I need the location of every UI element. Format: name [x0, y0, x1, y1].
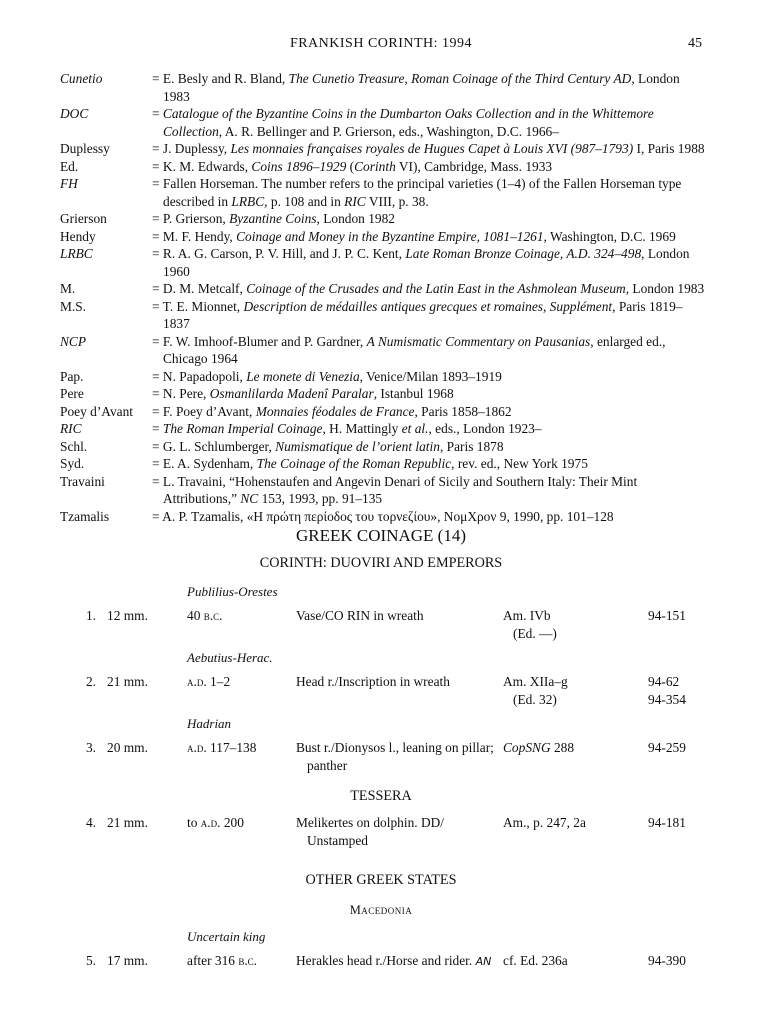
abbreviation-definition: = N. Papadopoli, Le monete di Venezia, Venice/Milan 1893–1919 [152, 368, 502, 384]
abbreviation-row [60, 210, 706, 228]
catalogue-entry [0, 583, 762, 653]
entry-reference: cf. Ed. 236a [503, 953, 568, 968]
entry-date: a.d. 1–2 [187, 674, 231, 689]
abbreviation-definition: = E. Besly and R. Bland, The Cunetio Treasure, Roman Coinage of the Third Century AD, London 1983 [152, 71, 680, 104]
entry-reference: Am., p. 247, 2a [503, 815, 586, 830]
entry-size: 21 mm. [107, 815, 148, 830]
entry-inventory: 94-390 [648, 953, 686, 968]
entry-description: Bust r./Dionysos l., leaning on pillar; panther [296, 740, 494, 773]
abbreviation-key: Syd. [60, 456, 85, 471]
entry-description: Vase/CO RIN in wreath [296, 608, 424, 623]
abbreviation-definition: = J. Duplessy, Les monnaies françaises royales de Hugues Capet à Louis XVI (987–1793) I, Paris 1988 [152, 141, 705, 156]
abbreviation-key: Poey d’Avant [60, 403, 134, 419]
entry-number: 3. [85, 740, 96, 755]
abbreviation-key: Grierson [60, 211, 107, 226]
abbreviation-key: Pere [60, 386, 84, 401]
entry-number: 2. [85, 674, 96, 689]
abbreviation-definition: = F. Poey d’Avant, Monnaies féodales de France, Paris 1858–1862 [152, 403, 512, 419]
abbreviation-row [60, 420, 706, 438]
section-title-greek-coinage: GREEK COINAGE (14) [296, 526, 466, 545]
running-head: FRANKISH CORINTH: 1994 [289, 36, 473, 51]
subsection-title-other-greek-states: OTHER GREEK STATES [305, 872, 457, 888]
catalogue-entry [0, 715, 762, 785]
entry-inventory: 94-151 [648, 608, 686, 623]
entry-reference: Am. XIIa–g (Ed. 32) [503, 674, 568, 707]
abbreviation-row [60, 70, 706, 105]
entry-description: Head r./Inscription in wreath [296, 674, 450, 689]
catalogue-entry [0, 928, 762, 998]
entry-description: Melikertes on dolphin. DD/ Unstamped [296, 815, 445, 848]
abbreviation-key: NCP [60, 333, 87, 349]
entry-authority: Publilius-Orestes [187, 584, 278, 599]
abbreviation-key: M.S. [60, 298, 87, 314]
entry-inventory: 94-259 [648, 740, 686, 755]
abbreviation-key: DOC [60, 106, 89, 121]
abbreviation-key: FH [60, 176, 78, 191]
abbreviation-definition: = Catalogue of the Byzantine Coins in the Dumbarton Oaks Collection and in the Whittemore Collection, A. R. Bellinger and P. Grierson, eds., Washington, D.C. 1966– [152, 106, 654, 139]
entry-date: to a.d. 200 [187, 815, 244, 830]
abbreviation-row [60, 385, 706, 403]
abbreviation-row [60, 245, 706, 280]
entry-inventory: 94-181 [648, 815, 686, 830]
abbreviation-row [60, 403, 706, 421]
abbreviation-key: RIC [60, 421, 82, 436]
abbreviation-list [60, 70, 706, 525]
entry-description: Herakles head r./Horse and rider. ΑΝ [296, 953, 492, 968]
abbreviation-row [60, 368, 706, 386]
catalogue-entry [0, 649, 762, 719]
abbreviation-row [60, 158, 706, 176]
abbreviation-row [60, 105, 706, 140]
abbreviation-definition: = Fallen Horseman. The number refers to the principal varieties (1–4) of the Fallen Horseman type described in LRBC, p. 108 and in RIC VIII, p. 38. [152, 176, 682, 209]
entry-number: 4. [85, 815, 96, 830]
abbreviation-definition: = K. M. Edwards, Coins 1896–1929 (Corinth VI), Cambridge, Mass. 1933 [152, 158, 553, 174]
abbreviation-row [60, 455, 706, 473]
subsection-title-corinth: CORINTH: DUOVIRI AND EMPERORS [259, 555, 503, 571]
abbreviation-key: Hendy [60, 228, 96, 244]
abbreviation-definition: = E. A. Sydenham, The Coinage of the Roman Republic, rev. ed., New York 1975 [152, 456, 588, 471]
abbreviation-definition: = The Roman Imperial Coinage, H. Mattingly et al., eds., London 1923– [152, 421, 542, 436]
abbreviation-key: Pap. [60, 368, 84, 384]
abbreviation-definition: = P. Grierson, Byzantine Coins, London 1982 [152, 211, 395, 226]
abbreviation-row [60, 280, 706, 298]
entry-size: 12 mm. [107, 608, 148, 623]
abbreviation-definition: = G. L. Schlumberger, Numismatique de l’orient latin, Paris 1878 [152, 438, 504, 454]
abbreviation-key: M. [60, 281, 76, 296]
entry-authority: Hadrian [187, 716, 232, 731]
abbreviation-key: Schl. [60, 438, 88, 454]
subsection-title-tessera: TESSERA [350, 788, 412, 804]
catalogue-entry [0, 799, 762, 869]
entry-authority: Uncertain king [187, 929, 266, 944]
abbreviation-definition: = R. A. G. Carson, P. V. Hill, and J. P. C. Kent, Late Roman Bronze Coinage, A.D. 324–498, London 1960 [152, 246, 690, 279]
abbreviation-key: Cunetio [60, 71, 103, 86]
entry-number: 5. [85, 953, 96, 968]
abbreviation-key: LRBC [60, 246, 93, 261]
entry-inventory: 94-62 94-354 [648, 674, 686, 707]
abbreviation-key: Ed. [60, 158, 79, 174]
abbreviation-row [60, 508, 706, 526]
entry-date: a.d. 117–138 [187, 740, 257, 755]
abbreviation-row [60, 228, 706, 246]
entry-size: 20 mm. [107, 740, 148, 755]
abbreviation-definition: = N. Pere, Osmanlilarda Madenî Paralar, Istanbul 1968 [152, 386, 454, 401]
entry-size: 17 mm. [107, 953, 148, 968]
page-number: 45 [688, 36, 702, 51]
abbreviation-key: Travaini [60, 473, 105, 489]
abbreviation-definition: = M. F. Hendy, Coinage and Money in the Byzantine Empire, 1081–1261, Washington, D.C. 1969 [152, 228, 676, 244]
abbreviation-row [60, 438, 706, 456]
abbreviation-definition: = L. Travaini, “Hohenstaufen and Angevin Denari of Sicily and Southern Italy: Their Mint Attributions,” NC 153, 1993, pp. 91–135 [152, 473, 638, 506]
entry-date: 40 b.c. [187, 608, 223, 623]
abbreviation-key: Duplessy [60, 141, 110, 156]
abbreviation-key: Tzamalis [60, 508, 110, 524]
abbreviation-definition: = A. P. Tzamalis, «Η πρώτη περίοδος του τορνεζίου», ΝομΧρον 9, 1990, pp. 101–128 [152, 508, 614, 524]
abbreviation-row [60, 333, 706, 368]
abbreviation-definition: = F. W. Imhoof-Blumer and P. Gardner, A Numismatic Commentary on Pausanias, enlarged ed., Chicago 1964 [152, 333, 666, 366]
abbreviation-row [60, 175, 706, 210]
entry-size: 21 mm. [107, 674, 148, 689]
abbreviation-definition: = T. E. Mionnet, Description de médailles antiques grecques et romaines, Supplément, Paris 1819–1837 [152, 298, 683, 331]
abbreviation-row [60, 140, 706, 158]
entry-reference: CopSNG 288 [503, 740, 575, 755]
abbreviation-row [60, 473, 706, 508]
entry-date: after 316 b.c. [187, 953, 258, 968]
entry-reference: Am. IVb (Ed. —) [503, 608, 557, 641]
entry-number: 1. [85, 608, 96, 623]
region-title-macedonia: Macedonia [349, 903, 413, 917]
abbreviation-definition: = D. M. Metcalf, Coinage of the Crusades and the Latin East in the Ashmolean Museum, London 1983 [152, 281, 705, 296]
entry-authority: Aebutius-Herac. [187, 650, 273, 665]
abbreviation-row [60, 298, 706, 333]
